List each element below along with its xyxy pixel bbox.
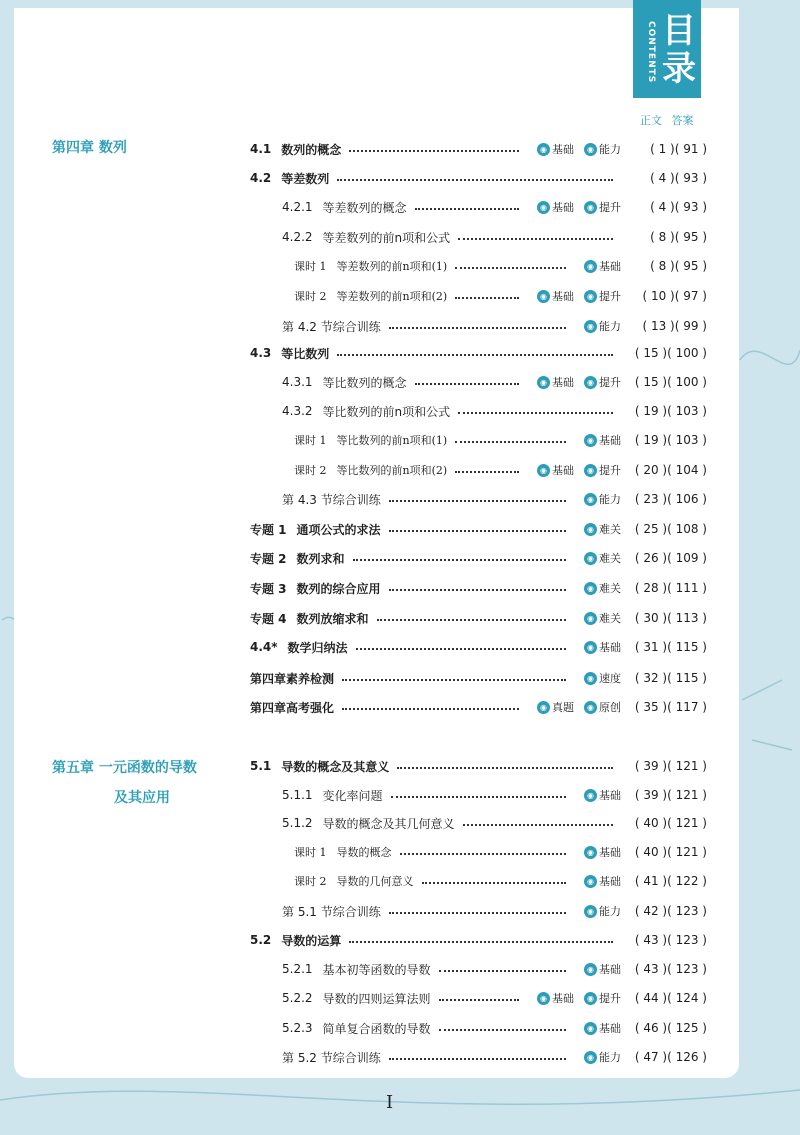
badge-icon: ◉	[584, 434, 597, 447]
toc-entry-title: 等差数列的前n项和(1)	[336, 260, 448, 273]
toc-entry-pages: ( 23 )( 106 )	[634, 492, 707, 506]
badge-icon: ◉	[537, 201, 550, 214]
toc-entry[interactable]	[250, 168, 707, 188]
toc-entry[interactable]	[282, 785, 707, 805]
toc-entry[interactable]	[282, 316, 707, 336]
badge-icon: ◉	[584, 260, 597, 273]
toc-entry-title: 等比数列的概念	[322, 375, 407, 390]
toc-entry-number: 5.1.2	[282, 816, 313, 830]
difficulty-tag-label: 提升	[599, 992, 621, 1005]
toc-entry-pages: ( 20 )( 104 )	[634, 463, 707, 477]
badge-icon: ◉	[537, 464, 550, 477]
dot-leader	[389, 500, 566, 502]
toc-entry-number: 4.4*	[250, 640, 278, 654]
toc-entry-number: 4.2.1	[282, 200, 313, 214]
toc-entry-pages: ( 19 )( 103 )	[634, 404, 707, 418]
toc-entry-title: 等差数列的前n项和(2)	[336, 290, 448, 303]
toc-entry-title: 第 4.2 节综合训练	[282, 319, 381, 334]
badge-icon: ◉	[584, 1051, 597, 1064]
dot-leader	[422, 882, 567, 884]
difficulty-tag-label: 原创	[599, 701, 621, 714]
difficulty-tag	[584, 903, 621, 919]
difficulty-tag	[537, 699, 574, 715]
toc-entry[interactable]	[250, 930, 707, 950]
toc-entry[interactable]	[250, 578, 707, 598]
toc-entry-pages: ( 19 )( 103 )	[634, 433, 707, 447]
difficulty-tag-label: 基础	[599, 641, 621, 654]
toc-entry-number: 5.1.1	[282, 788, 313, 802]
dot-leader	[337, 354, 613, 356]
badge-icon: ◉	[584, 789, 597, 802]
toc-entry-title: 数列放缩求和	[296, 611, 369, 626]
difficulty-tag	[584, 1020, 621, 1036]
toc-entry-number: 课时 2	[294, 464, 327, 477]
dot-leader	[389, 1058, 566, 1060]
toc-entry-number: 课时 1	[294, 846, 327, 859]
chapter-5-title-line2: 及其应用	[114, 790, 170, 806]
badge-icon: ◉	[584, 320, 597, 333]
difficulty-tag	[584, 670, 621, 686]
dot-leader	[397, 767, 613, 769]
toc-entry-number: 4.3.1	[282, 375, 313, 389]
toc-entry-pages: ( 43 )( 123 )	[634, 933, 707, 947]
toc-entry-number: 课时 1	[294, 260, 327, 273]
toc-entry-number: 5.2	[250, 933, 272, 947]
dot-leader	[415, 208, 519, 210]
difficulty-tag	[584, 432, 621, 448]
dot-leader	[439, 970, 566, 972]
badge-icon: ◉	[584, 875, 597, 888]
toc-entry-pages: ( 42 )( 123 )	[634, 904, 707, 918]
difficulty-tag-label: 基础	[599, 1022, 621, 1035]
toc-entry-pages: ( 39 )( 121 )	[634, 788, 707, 802]
toc-entry-title: 数列的综合应用	[296, 581, 381, 596]
difficulty-tag-label: 难关	[599, 552, 621, 565]
toc-entry[interactable]	[282, 813, 707, 833]
difficulty-tag	[584, 374, 621, 390]
toc-entry-pages: ( 32 )( 115 )	[634, 671, 707, 685]
toc-entry-number: 4.2.2	[282, 230, 313, 244]
difficulty-tag	[537, 374, 574, 390]
badge-icon: ◉	[584, 992, 597, 1005]
dot-leader	[389, 589, 566, 591]
difficulty-tag	[584, 521, 621, 537]
toc-entry[interactable]	[250, 637, 707, 657]
badge-icon: ◉	[537, 992, 550, 1005]
contents-tab	[633, 0, 701, 98]
toc-entry-title: 等比数列的前n项和公式	[322, 404, 451, 419]
difficulty-tag-label: 基础	[599, 789, 621, 802]
toc-entry[interactable]	[250, 608, 707, 628]
difficulty-tag	[584, 318, 621, 334]
difficulty-tag-label: 能力	[599, 1051, 621, 1064]
dot-leader	[389, 327, 566, 329]
difficulty-tag	[584, 961, 621, 977]
badge-icon: ◉	[537, 376, 550, 389]
toc-entry[interactable]	[250, 756, 707, 776]
dot-leader	[463, 824, 613, 826]
toc-entry[interactable]	[294, 256, 707, 276]
dot-leader	[415, 383, 519, 385]
contents-tab-subtitle: CONTENTS	[646, 21, 656, 84]
dot-leader	[342, 679, 566, 681]
difficulty-tag-label: 能力	[599, 320, 621, 333]
chapter-5-title-line1: 第五章 一元函数的导数	[52, 760, 197, 776]
toc-entry-number: 课时 2	[294, 290, 327, 303]
toc-entry[interactable]	[282, 489, 707, 509]
toc-entry-title: 简单复合函数的导数	[322, 1021, 431, 1036]
dot-leader	[455, 267, 566, 269]
toc-entry-title: 变化率问题	[322, 788, 383, 803]
toc-entry-pages: ( 47 )( 126 )	[634, 1050, 707, 1064]
difficulty-tag-label: 难关	[599, 582, 621, 595]
toc-entry[interactable]	[250, 343, 707, 363]
toc-entry-pages: ( 4 )( 93 )	[650, 200, 707, 214]
toc-entry[interactable]	[294, 460, 707, 480]
toc-entry[interactable]	[282, 372, 707, 392]
badge-icon: ◉	[584, 464, 597, 477]
toc-entry[interactable]	[294, 430, 707, 450]
toc-entry-title: 等比数列	[281, 346, 330, 361]
difficulty-tag-label: 能力	[599, 905, 621, 918]
difficulty-tag-label: 基础	[599, 963, 621, 976]
dot-leader	[455, 471, 519, 473]
toc-entry[interactable]	[282, 227, 707, 247]
dot-leader	[356, 648, 566, 650]
toc-entry-number: 4.3	[250, 346, 272, 360]
dot-leader	[349, 941, 613, 943]
dot-leader	[439, 999, 519, 1001]
dot-leader	[389, 530, 566, 532]
badge-icon: ◉	[584, 143, 597, 156]
dot-leader	[439, 1029, 566, 1031]
toc-entry-title: 导数的四则运算法则	[322, 991, 431, 1006]
difficulty-tag-label: 能力	[599, 143, 621, 156]
difficulty-tag-label: 真题	[552, 701, 574, 714]
toc-entry-number: 5.2.3	[282, 1021, 313, 1035]
toc-entry-pages: ( 41 )( 122 )	[634, 874, 707, 888]
contents-tab-title: 目录	[662, 11, 696, 89]
difficulty-tag-label: 基础	[599, 260, 621, 273]
page-number: I	[386, 1092, 394, 1113]
toc-entry[interactable]	[250, 548, 707, 568]
badge-icon: ◉	[584, 612, 597, 625]
toc-entry[interactable]	[294, 842, 707, 862]
badge-icon: ◉	[584, 523, 597, 536]
badge-icon: ◉	[584, 1022, 597, 1035]
toc-entry-pages: ( 44 )( 124 )	[634, 991, 707, 1005]
difficulty-tag-label: 基础	[599, 434, 621, 447]
toc-entry-title: 导数的运算	[281, 933, 342, 948]
badge-icon: ◉	[584, 493, 597, 506]
chapter-4-title: 第四章 数列	[52, 140, 127, 156]
chapter-5-heading[interactable]	[52, 753, 197, 813]
difficulty-tag-label: 提升	[599, 376, 621, 389]
toc-entry-number: 课时 2	[294, 875, 327, 888]
toc-entry-pages: ( 35 )( 117 )	[634, 700, 707, 714]
dot-leader	[377, 619, 566, 621]
toc-entry[interactable]	[282, 901, 707, 921]
toc-entry-pages: ( 39 )( 121 )	[634, 759, 707, 773]
difficulty-tag	[584, 610, 621, 626]
toc-entry-title: 通项公式的求法	[296, 522, 381, 537]
difficulty-tag-label: 基础	[599, 875, 621, 888]
difficulty-tag-label: 基础	[599, 846, 621, 859]
toc-entry[interactable]	[282, 988, 707, 1008]
difficulty-tag-label: 基础	[552, 290, 574, 303]
dot-leader	[458, 238, 613, 240]
toc-entry-title: 第 5.1 节综合训练	[282, 904, 381, 919]
toc-entry-pages: ( 26 )( 109 )	[634, 551, 707, 565]
difficulty-tag-label: 能力	[599, 493, 621, 506]
dot-leader	[337, 179, 613, 181]
difficulty-tag-label: 基础	[552, 376, 574, 389]
toc-entry-pages: ( 31 )( 115 )	[634, 640, 707, 654]
toc-entry-pages: ( 13 )( 99 )	[642, 319, 707, 333]
difficulty-tag	[584, 990, 621, 1006]
badge-icon: ◉	[584, 846, 597, 859]
difficulty-tag	[584, 550, 621, 566]
toc-entry-pages: ( 15 )( 100 )	[634, 375, 707, 389]
toc-entry-title: 等比数列的前n项和(1)	[336, 434, 448, 447]
toc-entry-pages: ( 43 )( 123 )	[634, 962, 707, 976]
toc-entry-number: 4.1	[250, 142, 272, 156]
toc-entry-title: 等比数列的前n项和(2)	[336, 464, 448, 477]
badge-icon: ◉	[584, 963, 597, 976]
toc-entry-pages: ( 40 )( 121 )	[634, 845, 707, 859]
difficulty-tag-label: 提升	[599, 464, 621, 477]
toc-entry-title: 等差数列的前n项和公式	[322, 230, 451, 245]
dot-leader	[458, 412, 613, 414]
toc-entry-pages: ( 15 )( 100 )	[634, 346, 707, 360]
difficulty-tag	[537, 288, 574, 304]
dot-leader	[400, 853, 567, 855]
badge-icon: ◉	[537, 290, 550, 303]
badge-icon: ◉	[584, 641, 597, 654]
badge-icon: ◉	[537, 701, 550, 714]
badge-icon: ◉	[584, 905, 597, 918]
toc-entry-title: 等差数列的概念	[322, 200, 407, 215]
difficulty-tag-label: 速度	[599, 672, 621, 685]
toc-entry-pages: ( 8 )( 95 )	[650, 259, 707, 273]
toc-entry[interactable]	[250, 697, 707, 717]
difficulty-tag	[584, 873, 621, 889]
toc-entry-number: 4.3.2	[282, 404, 313, 418]
toc-entry-pages: ( 1 )( 91 )	[650, 142, 707, 156]
toc-entry[interactable]	[294, 286, 707, 306]
badge-icon: ◉	[584, 201, 597, 214]
toc-entry-title: 第四章素养检测	[250, 671, 335, 686]
difficulty-tag	[584, 288, 621, 304]
difficulty-tag	[537, 462, 574, 478]
toc-entry[interactable]	[282, 197, 707, 217]
toc-entry-title: 导数的概念及其意义	[281, 759, 390, 774]
dot-leader	[342, 708, 519, 710]
toc-entry[interactable]	[282, 959, 707, 979]
toc-entry-pages: ( 30 )( 113 )	[634, 611, 707, 625]
toc-entry-title: 基本初等函数的导数	[322, 962, 431, 977]
toc-entry-number: 专题 2	[250, 551, 287, 566]
toc-entry[interactable]	[282, 1047, 707, 1067]
toc-entry-pages: ( 40 )( 121 )	[634, 816, 707, 830]
toc-entry-pages: ( 8 )( 95 )	[650, 230, 707, 244]
toc-entry-number: 课时 1	[294, 434, 327, 447]
toc-entry-title: 数列求和	[296, 551, 345, 566]
toc-entry-number: 专题 1	[250, 522, 287, 537]
toc-entry-title: 数学归纳法	[287, 640, 348, 655]
dot-leader	[349, 150, 519, 152]
toc-entry-pages: ( 4 )( 93 )	[650, 171, 707, 185]
toc-entry-pages: ( 10 )( 97 )	[642, 289, 707, 303]
toc-entry-title: 等差数列	[281, 171, 330, 186]
toc-entry-title: 第 4.3 节综合训练	[282, 492, 381, 507]
toc-entry-title: 数列的概念	[281, 142, 342, 157]
difficulty-tag	[584, 639, 621, 655]
toc-entry[interactable]	[294, 871, 707, 891]
toc-entry[interactable]	[282, 401, 707, 421]
dot-leader	[391, 796, 566, 798]
difficulty-tag	[584, 1049, 621, 1065]
difficulty-tag	[584, 141, 621, 157]
toc-entry-pages: ( 28 )( 111 )	[634, 581, 707, 595]
difficulty-tag-label: 基础	[552, 201, 574, 214]
difficulty-tag	[584, 491, 621, 507]
difficulty-tag	[584, 199, 621, 215]
difficulty-tag	[537, 199, 574, 215]
difficulty-tag	[584, 844, 621, 860]
badge-icon: ◉	[584, 290, 597, 303]
toc-entry-number: 专题 3	[250, 581, 287, 596]
toc-entry-number: 5.2.1	[282, 962, 313, 976]
badge-icon: ◉	[584, 552, 597, 565]
difficulty-tag-label: 基础	[552, 143, 574, 156]
dot-leader	[455, 297, 519, 299]
toc-entry-number: 5.2.2	[282, 991, 313, 1005]
toc-entry-title: 导数的几何意义	[336, 875, 414, 888]
badge-icon: ◉	[584, 672, 597, 685]
toc-entry[interactable]	[250, 139, 707, 159]
difficulty-tag	[584, 787, 621, 803]
toc-entry-number: 专题 4	[250, 611, 287, 626]
difficulty-tag-label: 提升	[599, 290, 621, 303]
difficulty-tag-label: 基础	[552, 992, 574, 1005]
difficulty-tag	[584, 580, 621, 596]
toc-entry-title: 导数的概念	[336, 846, 392, 859]
badge-icon: ◉	[537, 143, 550, 156]
dot-leader	[353, 559, 566, 561]
column-headers: 正文 答案	[640, 114, 694, 127]
dot-leader	[455, 441, 566, 443]
badge-icon: ◉	[584, 582, 597, 595]
difficulty-tag-label: 提升	[599, 201, 621, 214]
difficulty-tag	[537, 141, 574, 157]
toc-entry-title: 第 5.2 节综合训练	[282, 1050, 381, 1065]
difficulty-tag-label: 难关	[599, 523, 621, 536]
dot-leader	[389, 912, 566, 914]
chapter-4-heading[interactable]	[52, 133, 127, 163]
badge-icon: ◉	[584, 701, 597, 714]
difficulty-tag-label: 难关	[599, 612, 621, 625]
difficulty-tag	[584, 258, 621, 274]
toc-entry-title: 导数的概念及其几何意义	[322, 816, 455, 831]
toc-entry[interactable]	[250, 668, 707, 688]
toc-entry-title: 第四章高考强化	[250, 700, 335, 715]
toc-entry[interactable]	[282, 1018, 707, 1038]
toc-entry-pages: ( 25 )( 108 )	[634, 522, 707, 536]
difficulty-tag	[537, 990, 574, 1006]
difficulty-tag-label: 基础	[552, 464, 574, 477]
difficulty-tag	[584, 462, 621, 478]
toc-entry-number: 4.2	[250, 171, 272, 185]
toc-entry[interactable]	[250, 519, 707, 539]
difficulty-tag	[584, 699, 621, 715]
toc-entry-number: 5.1	[250, 759, 272, 773]
toc-entry-pages: ( 46 )( 125 )	[634, 1021, 707, 1035]
badge-icon: ◉	[584, 376, 597, 389]
